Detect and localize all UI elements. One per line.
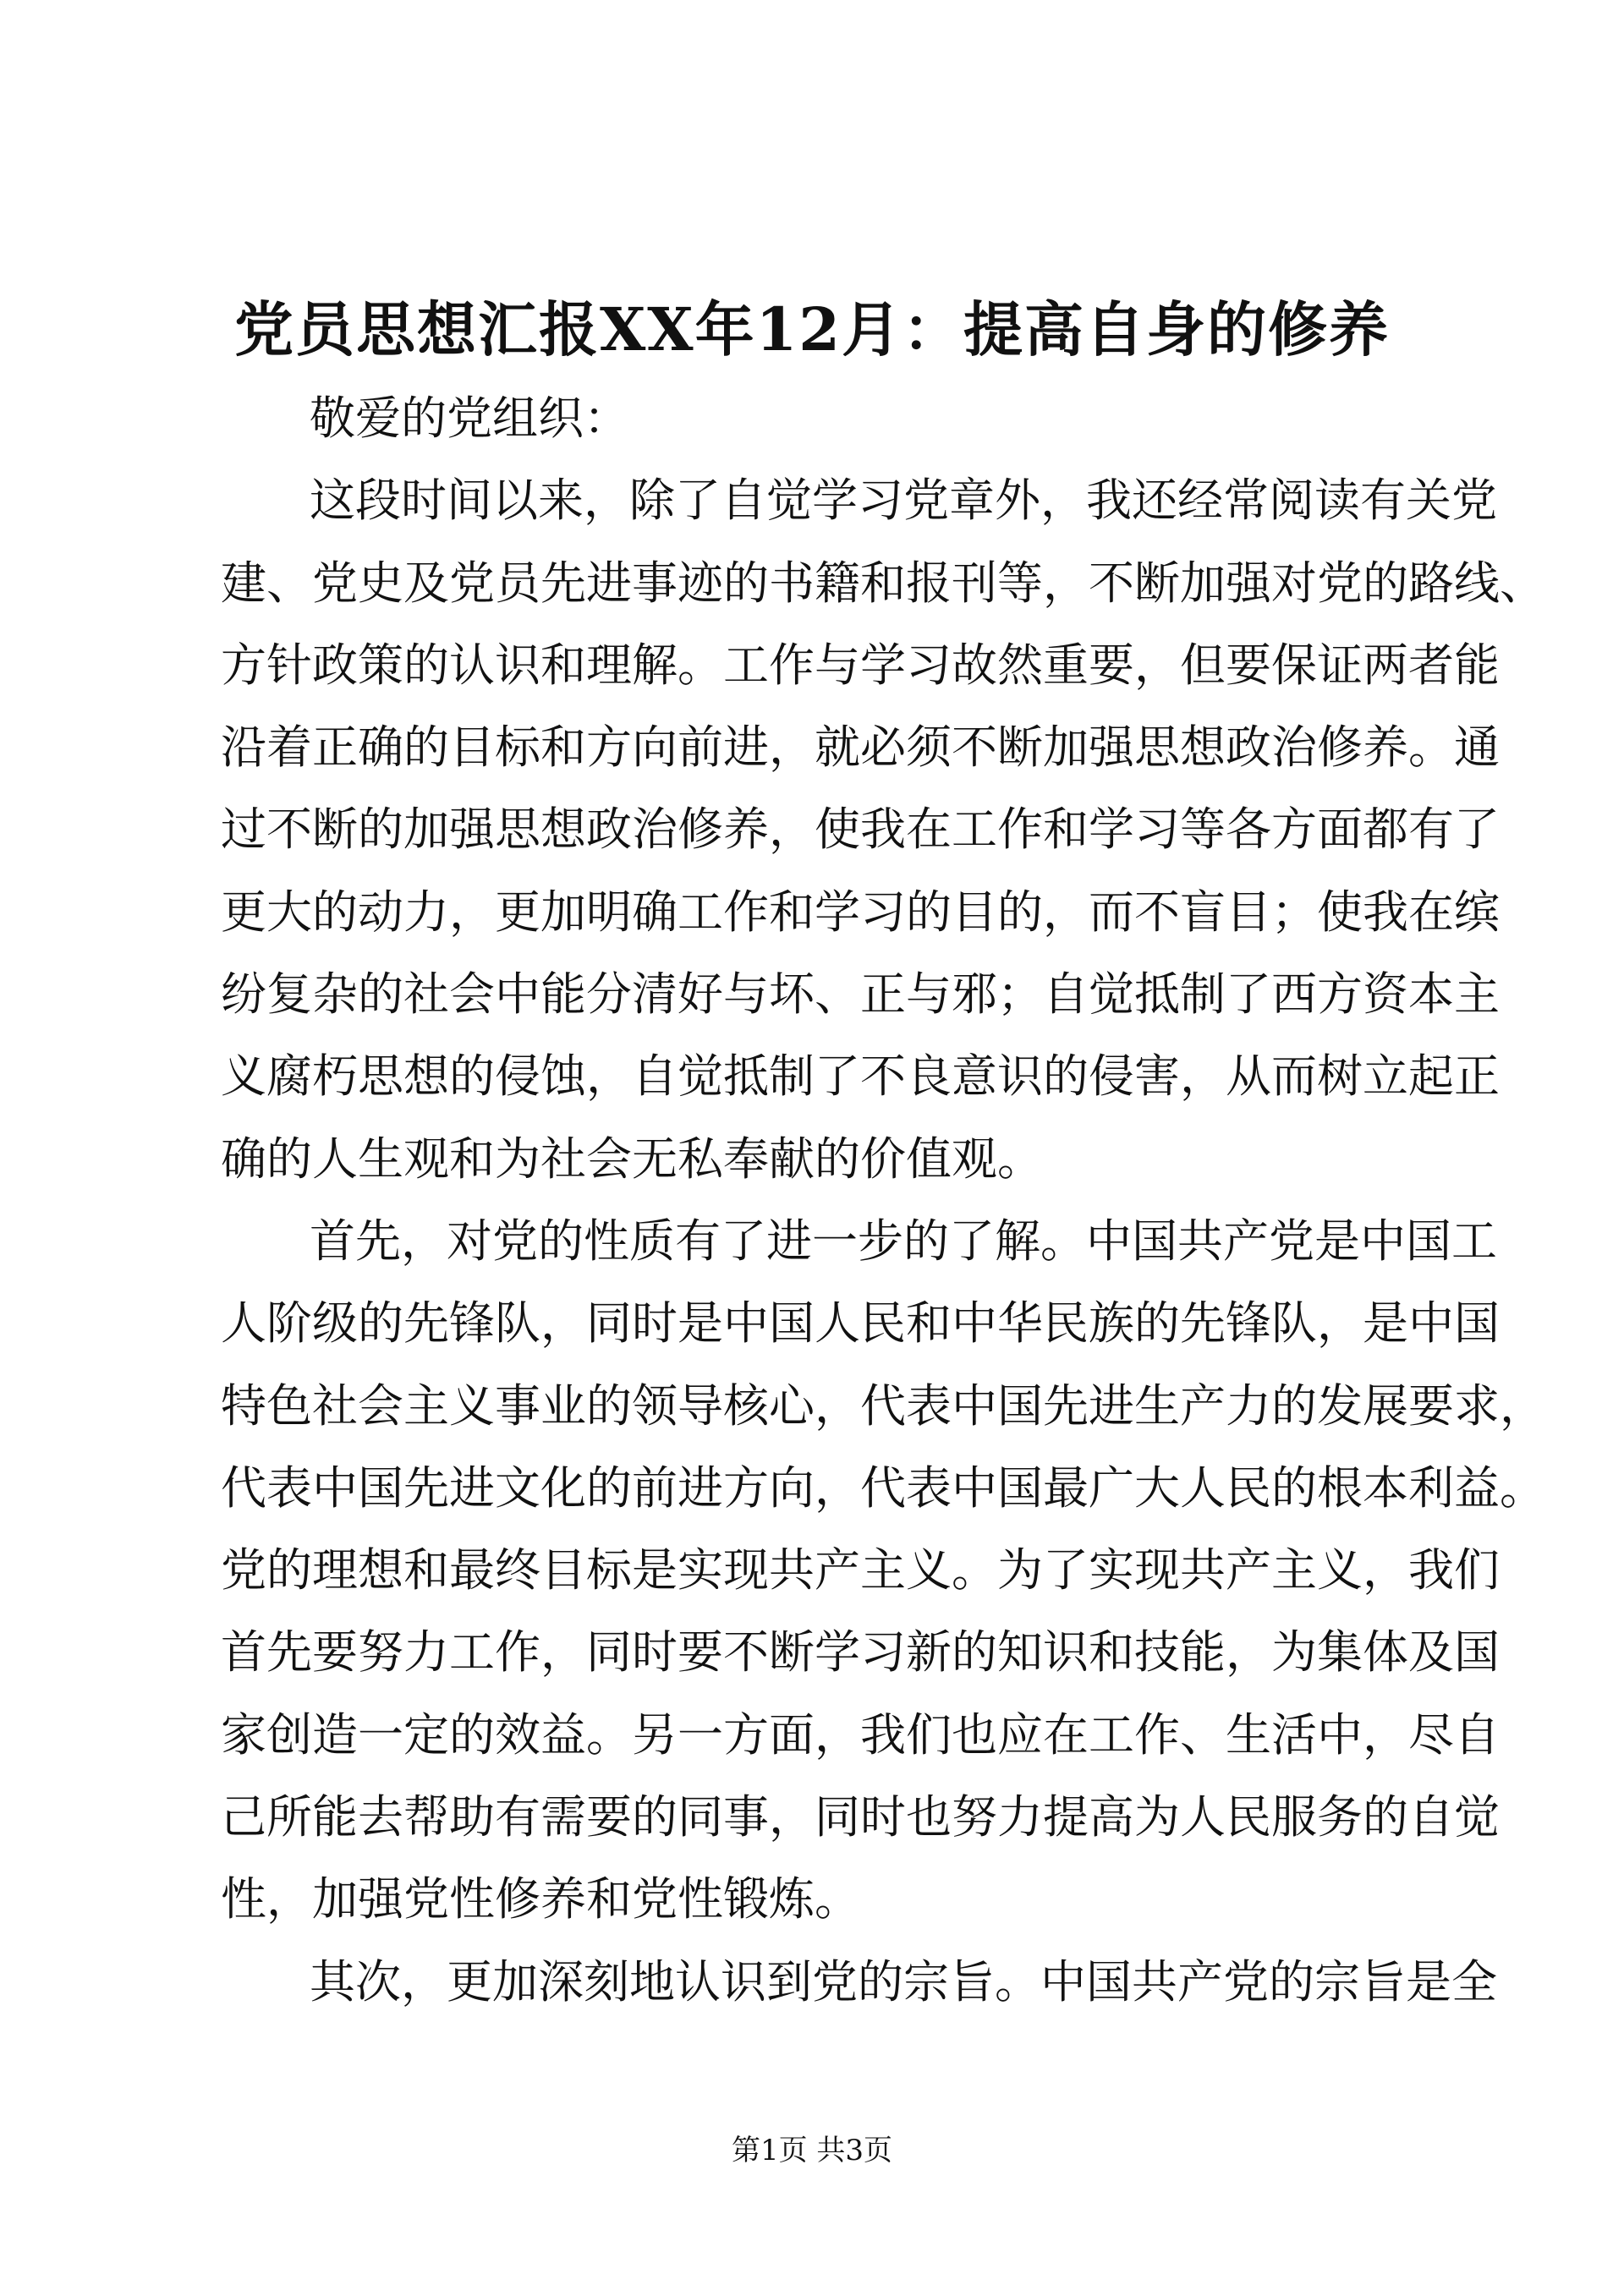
paragraph-line: 首先要努力工作，同时要不断学习新的知识和技能，为集体及国 [221, 1625, 1500, 1680]
paragraph-line: 义腐朽思想的侵蚀，自觉抵制了不良意识的侵害，从而树立起正 [221, 1049, 1500, 1104]
paragraph-line: 性，加强党性修养和党性锻炼。 [221, 1872, 860, 1926]
paragraph-line: 建、党史及党员先进事迹的书籍和报刊等，不断加强对党的路线、 [221, 556, 1545, 610]
paragraph-line: 更大的动力，更加明确工作和学习的目的，而不盲目；使我在缤 [221, 885, 1500, 939]
paragraph-line: 其次，更加深刻地认识到党的宗旨。中国共产党的宗旨是全 [310, 1954, 1497, 2008]
paragraph-line: 家创造一定的效益。另一方面，我们也应在工作、生活中，尽自 [221, 1707, 1500, 1762]
paragraph-line: 己所能去帮助有需要的同事，同时也努力提高为人民服务的自觉 [221, 1790, 1500, 1844]
page-footer: 第1页 共3页 [731, 2134, 893, 2167]
paragraph-line: 代表中国先进文化的前进方向，代表中国最广大人民的根本利益。 [221, 1460, 1545, 1515]
salutation: 敬爱的党组织： [310, 392, 629, 445]
paragraph-line: 确的人生观和为社会无私奉献的价值观。 [221, 1132, 1043, 1186]
paragraph-line: 这段时间以来，除了自觉学习党章外，我还经常阅读有关党 [310, 474, 1497, 528]
paragraph-line: 沿着正确的目标和方向前进，就必须不断加强思想政治修养。通 [221, 721, 1500, 775]
paragraph-line: 人阶级的先锋队，同时是中国人民和中华民族的先锋队，是中国 [221, 1296, 1500, 1351]
paragraph-line: 党的理想和最终目标是实现共产主义。为了实现共产主义，我们 [221, 1543, 1500, 1597]
paragraph-line: 纷复杂的社会中能分清好与坏、正与邪；自觉抵制了西方资本主 [221, 967, 1500, 1022]
paragraph-line: 首先，对党的性质有了进一步的了解。中国共产党是中国工 [310, 1214, 1497, 1268]
document-body [221, 377, 1545, 2023]
paragraph-line: 方针政策的认识和理解。工作与学习故然重要，但要保证两者能 [221, 638, 1500, 692]
paragraph-line: 特色社会主义事业的领导核心，代表中国先进生产力的发展要求， [221, 1378, 1545, 1433]
paragraph-line: 过不断的加强思想政治修养，使我在工作和学习等各方面都有了 [221, 803, 1500, 857]
document-title: 党员思想汇报XX年12月：提高自身的修养 [233, 294, 1391, 364]
paragraphs [221, 459, 1545, 2023]
